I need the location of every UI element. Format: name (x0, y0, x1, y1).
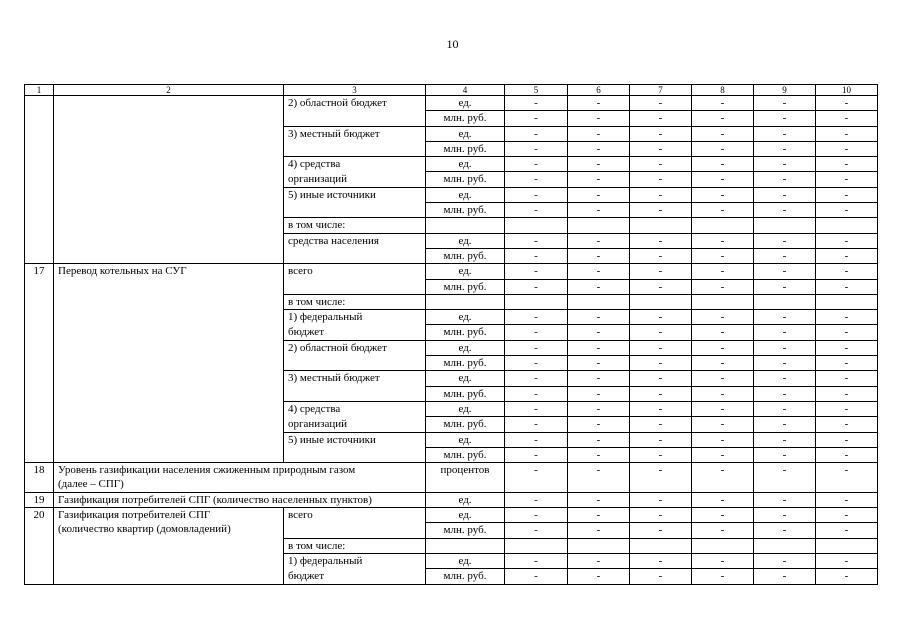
unit-cell: ед. (426, 432, 505, 447)
value-cell: - (754, 523, 816, 538)
value-cell: - (692, 111, 754, 126)
unit-cell: ед. (426, 233, 505, 248)
value-cell: - (568, 401, 630, 416)
value-cell: - (505, 310, 568, 325)
value-cell: - (505, 492, 568, 507)
value-cell: - (816, 432, 878, 447)
value-cell: - (630, 233, 692, 248)
value-cell: - (568, 111, 630, 126)
value-cell: - (816, 447, 878, 462)
page-number: 10 (446, 37, 459, 51)
value-cell: - (630, 356, 692, 371)
value-cell: - (630, 203, 692, 218)
item-name-cell (54, 508, 284, 584)
source-cell: 4) средства (284, 401, 426, 416)
value-cell: - (630, 126, 692, 141)
value-cell: - (692, 157, 754, 172)
value-cell: - (754, 340, 816, 355)
value-cell: - (568, 492, 630, 507)
value-cell: - (692, 233, 754, 248)
value-cell: - (505, 187, 568, 202)
value-cell: - (816, 492, 878, 507)
value-cell: - (505, 569, 568, 584)
value-cell: - (505, 371, 568, 386)
value-cell: - (816, 248, 878, 263)
source-cell: 3) местный бюджет (284, 126, 426, 157)
value-cell: - (630, 523, 692, 538)
empty-cell (816, 538, 878, 553)
empty-cell (630, 294, 692, 309)
value-cell: - (505, 96, 568, 111)
value-cell: - (630, 111, 692, 126)
value-cell: - (692, 325, 754, 340)
value-cell: - (816, 111, 878, 126)
value-cell: - (692, 492, 754, 507)
unit-cell: ед. (426, 310, 505, 325)
value-cell: - (505, 172, 568, 187)
value-cell: - (816, 386, 878, 401)
value-cell: - (568, 203, 630, 218)
value-cell: - (630, 492, 692, 507)
value-cell: - (692, 523, 754, 538)
value-cell: - (692, 401, 754, 416)
value-cell: - (630, 279, 692, 294)
source-cell: средства населения (284, 233, 426, 264)
source-cell: бюджет (284, 325, 426, 340)
value-cell: - (816, 233, 878, 248)
value-cell: - (505, 157, 568, 172)
value-cell: - (754, 157, 816, 172)
value-cell: - (630, 386, 692, 401)
value-cell: - (816, 325, 878, 340)
item-number-cell: 19 (25, 492, 54, 507)
source-cell: 1) федеральный (284, 310, 426, 325)
value-cell: - (754, 463, 816, 493)
value-cell: - (692, 463, 754, 493)
unit-cell: ед. (426, 492, 505, 507)
value-cell: - (568, 264, 630, 279)
value-cell: - (692, 340, 754, 355)
value-cell: - (568, 172, 630, 187)
unit-cell: млн. руб. (426, 447, 505, 462)
value-cell: - (505, 523, 568, 538)
item-name-line: Газификация потребителей СПГ (58, 509, 211, 522)
value-cell: - (630, 569, 692, 584)
value-cell: - (754, 310, 816, 325)
value-cell: - (754, 401, 816, 416)
value-cell: - (630, 447, 692, 462)
unit-cell: ед. (426, 553, 505, 568)
column-number: 6 (568, 85, 630, 96)
value-cell: - (816, 310, 878, 325)
value-cell: - (630, 340, 692, 355)
value-cell: - (568, 248, 630, 263)
unit-cell: млн. руб. (426, 356, 505, 371)
empty-cell (426, 294, 505, 309)
value-cell: - (692, 508, 754, 523)
column-number: 5 (505, 85, 568, 96)
value-cell: - (568, 386, 630, 401)
empty-cell (426, 538, 505, 553)
value-cell: - (754, 508, 816, 523)
value-cell: - (568, 569, 630, 584)
item-name-cell: Перевод котельных на СУГ (54, 264, 284, 463)
value-cell: - (754, 203, 816, 218)
value-cell: - (630, 553, 692, 568)
value-cell: - (816, 371, 878, 386)
value-cell: - (505, 233, 568, 248)
value-cell: - (816, 401, 878, 416)
value-cell: - (568, 432, 630, 447)
value-cell: - (692, 96, 754, 111)
value-cell: - (630, 310, 692, 325)
value-cell: - (754, 141, 816, 156)
value-cell: - (568, 340, 630, 355)
source-cell: всего (284, 508, 426, 539)
value-cell: - (816, 508, 878, 523)
value-cell: - (505, 340, 568, 355)
source-cell: организаций (284, 417, 426, 432)
unit-cell: млн. руб. (426, 248, 505, 263)
source-cell: в том числе: (284, 538, 426, 553)
table-row (25, 508, 878, 523)
value-cell: - (568, 463, 630, 493)
item-number-cell: 17 (25, 264, 54, 463)
unit-cell: млн. руб. (426, 279, 505, 294)
unit-cell: ед. (426, 187, 505, 202)
value-cell: - (630, 264, 692, 279)
value-cell: - (692, 386, 754, 401)
value-cell: - (816, 417, 878, 432)
indicators-table (24, 84, 878, 585)
value-cell: - (754, 187, 816, 202)
value-cell: - (754, 264, 816, 279)
source-cell: в том числе: (284, 218, 426, 233)
value-cell: - (754, 126, 816, 141)
value-cell: - (505, 463, 568, 493)
table-row (25, 463, 878, 478)
value-cell: - (568, 96, 630, 111)
value-cell: - (754, 447, 816, 462)
empty-cell (505, 294, 568, 309)
empty-cell (754, 294, 816, 309)
value-cell: - (816, 279, 878, 294)
value-cell: - (630, 401, 692, 416)
value-cell: - (630, 371, 692, 386)
value-cell: - (505, 141, 568, 156)
source-cell: организаций (284, 172, 426, 187)
column-number-row (25, 85, 878, 96)
unit-cell: ед. (426, 401, 505, 416)
value-cell: - (505, 386, 568, 401)
column-number: 9 (754, 85, 816, 96)
unit-cell: ед. (426, 508, 505, 523)
value-cell: - (754, 248, 816, 263)
column-number: 7 (630, 85, 692, 96)
unit-cell: ед. (426, 340, 505, 355)
value-cell: - (630, 157, 692, 172)
unit-cell: ед. (426, 96, 505, 111)
value-cell: - (505, 248, 568, 263)
column-number: 4 (426, 85, 505, 96)
value-cell: - (568, 126, 630, 141)
value-cell: - (816, 157, 878, 172)
table-row (25, 96, 878, 111)
unit-cell: ед. (426, 126, 505, 141)
value-cell: - (816, 187, 878, 202)
value-cell: - (816, 553, 878, 568)
source-cell: всего (284, 264, 426, 295)
value-cell: - (505, 553, 568, 568)
value-cell: - (630, 432, 692, 447)
table-row (25, 264, 878, 279)
value-cell: - (505, 126, 568, 141)
value-cell: - (630, 325, 692, 340)
value-cell: - (692, 569, 754, 584)
column-number: 3 (284, 85, 426, 96)
item-name-cell: Уровень газификации населения сжиженным природным газом (54, 463, 426, 478)
value-cell: - (754, 111, 816, 126)
value-cell: - (630, 96, 692, 111)
value-cell: - (630, 187, 692, 202)
value-cell: - (692, 203, 754, 218)
value-cell: - (630, 141, 692, 156)
value-cell: - (630, 172, 692, 187)
value-cell: - (754, 432, 816, 447)
value-cell: - (754, 417, 816, 432)
empty-cell (692, 538, 754, 553)
column-number: 2 (54, 85, 284, 96)
value-cell: - (816, 523, 878, 538)
value-cell: - (754, 325, 816, 340)
value-cell: - (505, 508, 568, 523)
unit-cell: млн. руб. (426, 325, 505, 340)
value-cell: - (692, 432, 754, 447)
value-cell: - (505, 279, 568, 294)
value-cell: - (505, 401, 568, 416)
value-cell: - (816, 203, 878, 218)
value-cell: - (568, 553, 630, 568)
source-cell: 4) средства (284, 157, 426, 172)
item-number-cell (25, 96, 54, 264)
unit-cell: ед. (426, 157, 505, 172)
value-cell: - (816, 264, 878, 279)
unit-cell: процентов (426, 463, 505, 493)
value-cell: - (692, 279, 754, 294)
value-cell: - (816, 463, 878, 493)
value-cell: - (505, 325, 568, 340)
column-number: 10 (816, 85, 878, 96)
empty-cell (692, 218, 754, 233)
unit-cell: млн. руб. (426, 417, 505, 432)
source-cell: 2) областной бюджет (284, 340, 426, 371)
value-cell: - (816, 569, 878, 584)
value-cell: - (505, 111, 568, 126)
source-cell: бюджет (284, 569, 426, 584)
value-cell: - (505, 432, 568, 447)
source-cell: 3) местный бюджет (284, 371, 426, 402)
value-cell: - (692, 371, 754, 386)
value-cell: - (754, 233, 816, 248)
value-cell: - (568, 187, 630, 202)
empty-cell (816, 294, 878, 309)
unit-cell: млн. руб. (426, 172, 505, 187)
value-cell: - (754, 386, 816, 401)
item-number-cell: 18 (25, 463, 54, 493)
empty-cell (754, 538, 816, 553)
value-cell: - (692, 356, 754, 371)
source-cell: 5) иные источники (284, 432, 426, 463)
value-cell: - (630, 508, 692, 523)
value-cell: - (692, 187, 754, 202)
value-cell: - (568, 356, 630, 371)
empty-cell (505, 538, 568, 553)
unit-cell: млн. руб. (426, 569, 505, 584)
source-cell: 1) федеральный (284, 553, 426, 568)
value-cell: - (692, 310, 754, 325)
table-body (25, 85, 878, 585)
value-cell: - (568, 310, 630, 325)
value-cell: - (568, 157, 630, 172)
value-cell: - (816, 141, 878, 156)
value-cell: - (568, 417, 630, 432)
value-cell: - (816, 340, 878, 355)
unit-cell: млн. руб. (426, 141, 505, 156)
value-cell: - (692, 264, 754, 279)
source-cell: в том числе: (284, 294, 426, 309)
table-row (25, 492, 878, 507)
value-cell: - (692, 141, 754, 156)
value-cell: - (692, 417, 754, 432)
item-number-cell: 20 (25, 508, 54, 584)
empty-cell (754, 218, 816, 233)
value-cell: - (505, 417, 568, 432)
value-cell: - (754, 553, 816, 568)
value-cell: - (692, 553, 754, 568)
value-cell: - (816, 96, 878, 111)
value-cell: - (568, 325, 630, 340)
value-cell: - (630, 417, 692, 432)
value-cell: - (754, 356, 816, 371)
source-cell: 5) иные источники (284, 187, 426, 218)
value-cell: - (505, 356, 568, 371)
value-cell: - (754, 279, 816, 294)
empty-cell (630, 538, 692, 553)
value-cell: - (505, 203, 568, 218)
value-cell: - (816, 356, 878, 371)
value-cell: - (505, 264, 568, 279)
value-cell: - (568, 508, 630, 523)
unit-cell: ед. (426, 371, 505, 386)
column-number: 8 (692, 85, 754, 96)
empty-cell (568, 218, 630, 233)
item-name-cell: (далее – СПГ) (54, 477, 426, 492)
unit-cell: ед. (426, 264, 505, 279)
unit-cell: млн. руб. (426, 203, 505, 218)
unit-cell: млн. руб. (426, 523, 505, 538)
value-cell: - (754, 172, 816, 187)
value-cell: - (505, 447, 568, 462)
value-cell: - (692, 126, 754, 141)
value-cell: - (568, 371, 630, 386)
empty-cell (426, 218, 505, 233)
value-cell: - (692, 447, 754, 462)
empty-cell (630, 218, 692, 233)
value-cell: - (816, 172, 878, 187)
value-cell: - (630, 463, 692, 493)
empty-cell (505, 218, 568, 233)
item-name-cell (54, 96, 284, 264)
item-name-cell: Газификация потребителей СПГ (количество населенных пунктов) (54, 492, 426, 507)
column-number: 1 (25, 85, 54, 96)
value-cell: - (754, 96, 816, 111)
empty-cell (568, 294, 630, 309)
source-cell: 2) областной бюджет (284, 96, 426, 127)
value-cell: - (568, 141, 630, 156)
value-cell: - (754, 371, 816, 386)
item-name-line: (количество квартир (домовладений) (58, 523, 231, 536)
value-cell: - (568, 233, 630, 248)
unit-cell: млн. руб. (426, 111, 505, 126)
unit-cell: млн. руб. (426, 386, 505, 401)
value-cell: - (568, 523, 630, 538)
empty-cell (816, 218, 878, 233)
empty-cell (568, 538, 630, 553)
value-cell: - (754, 569, 816, 584)
value-cell: - (692, 172, 754, 187)
empty-cell (692, 294, 754, 309)
value-cell: - (816, 126, 878, 141)
value-cell: - (568, 279, 630, 294)
value-cell: - (692, 248, 754, 263)
value-cell: - (754, 492, 816, 507)
value-cell: - (568, 447, 630, 462)
value-cell: - (630, 248, 692, 263)
